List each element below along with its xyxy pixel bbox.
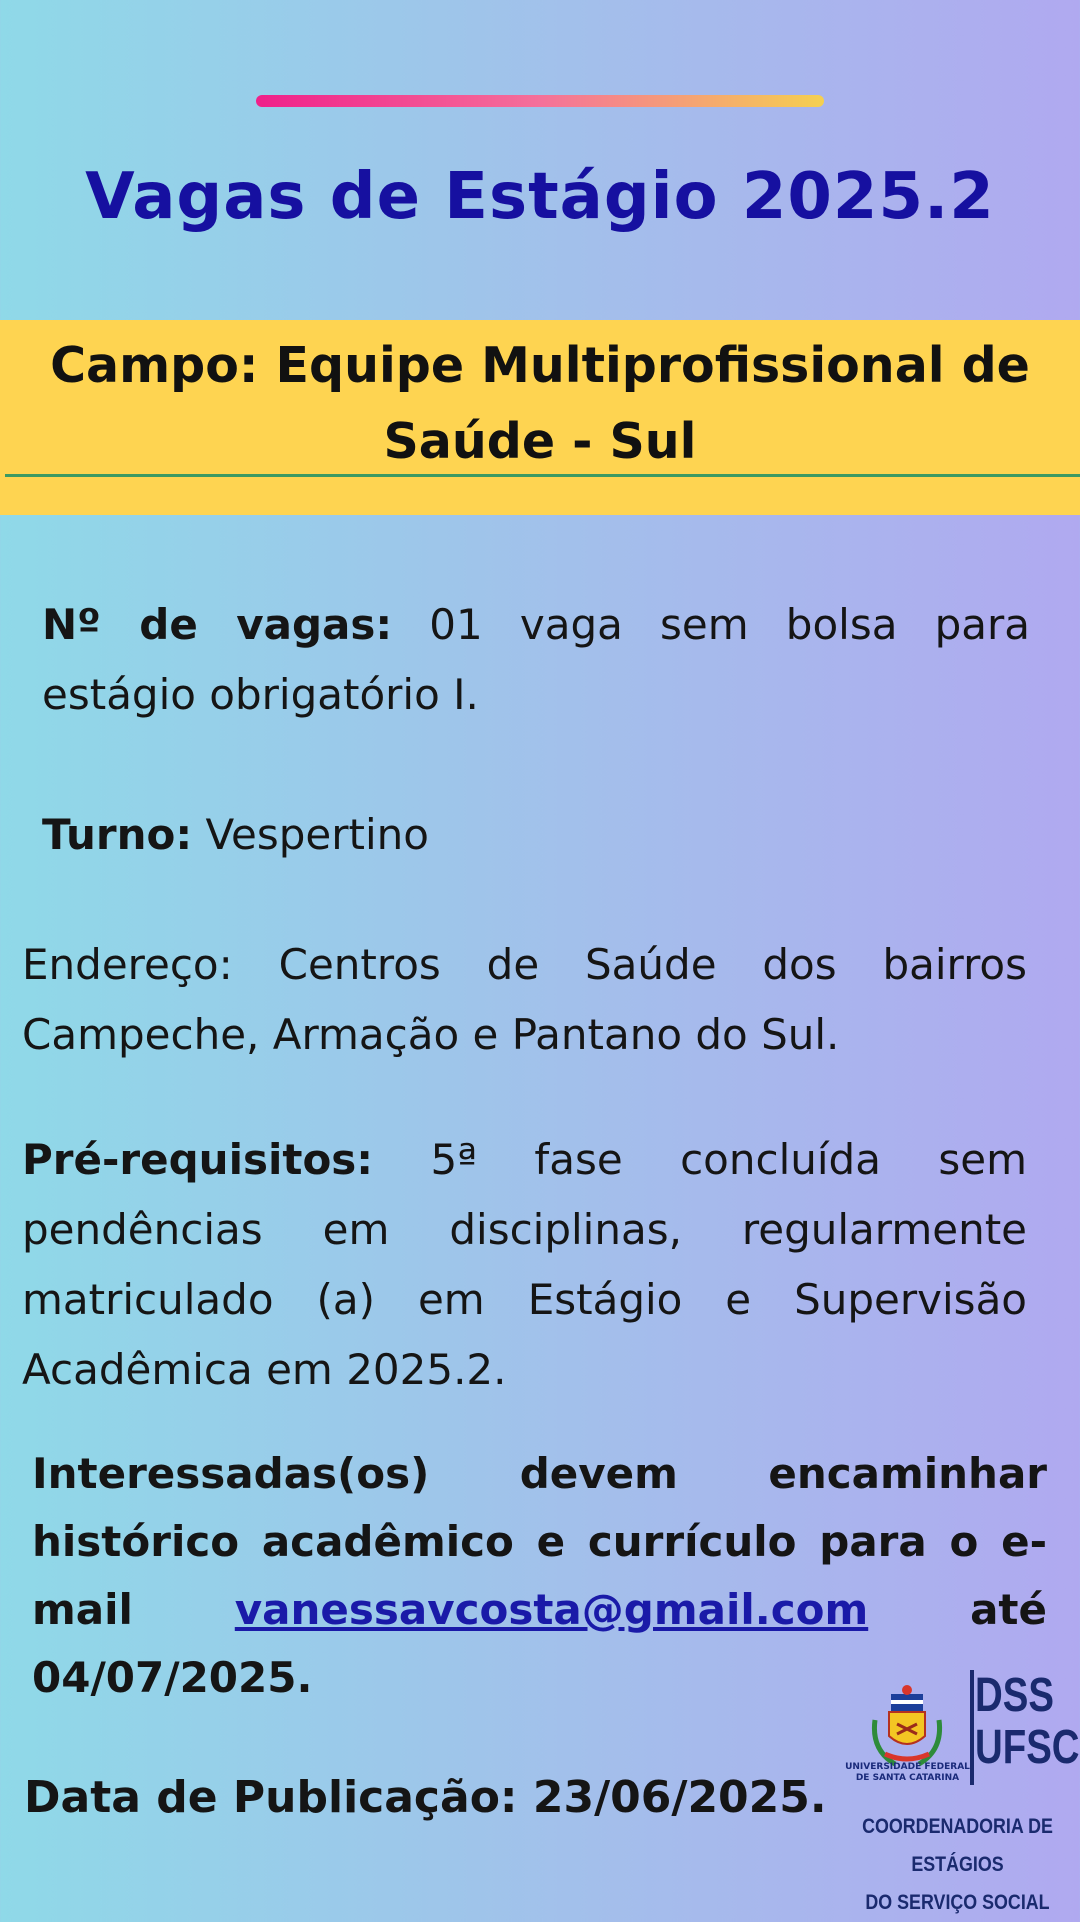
prerequisitos-value: 5ª fase concluída sem pendências em disciplinas, regularmente matriculado (a) em Estágio e Supervisão Acadêmica em 2025.2. (22, 1135, 1027, 1394)
campo-banner (0, 320, 1080, 515)
decorative-gradient-bar (256, 95, 824, 107)
dss-ufsc-logo (845, 1669, 1080, 1914)
caption-line2: DO SERVIÇO SOCIAL (865, 1891, 1050, 1914)
university-name: UNIVERSIDADE FEDERAL DE SANTA CATARINA (845, 1762, 970, 1783)
ufsc-crest-icon (867, 1680, 947, 1770)
vagas-paragraph (42, 590, 1030, 730)
logo-ufsc: UFSC (975, 1721, 1080, 1774)
coordenadoria-caption (862, 1808, 1053, 1922)
turno-value: Vespertino (192, 810, 429, 859)
page-title: Vagas de Estágio 2025.2 (85, 160, 995, 234)
publication-date: Data de Publicação: 23/06/2025. (24, 1772, 827, 1823)
caption-line1: COORDENADORIA DE ESTÁGIOS (862, 1815, 1053, 1876)
vagas-value: 01 vaga sem bolsa para estágio obrigatório I. (42, 600, 1030, 719)
instructions-text: Interessadas(os) devem encaminhar histórico acadêmico e currículo para o e-mail (32, 1449, 1047, 1634)
email-link[interactable]: vanessavcosta@gmail.com (234, 1585, 869, 1634)
prerequisitos-paragraph (22, 1125, 1027, 1405)
banner-divider (5, 474, 1080, 477)
turno-label: Turno: (42, 810, 193, 859)
dss-ufsc-wordmark (975, 1670, 1080, 1774)
prerequisitos-label: Pré-requisitos: (22, 1135, 374, 1184)
logo-divider (970, 1670, 974, 1785)
deadline-text: até 04/07/2025. (32, 1585, 1047, 1702)
endereco-paragraph: Endereço: Centros de Saúde dos bairros Campeche, Armação e Pantano do Sul. (22, 940, 1027, 1059)
logo-dss: DSS (975, 1669, 1054, 1722)
campo-title: Campo: Equipe Multiprofissional de Saúde - Sul (50, 337, 1030, 470)
turno-paragraph (42, 800, 1030, 870)
vagas-label: Nº de vagas: (42, 600, 393, 649)
